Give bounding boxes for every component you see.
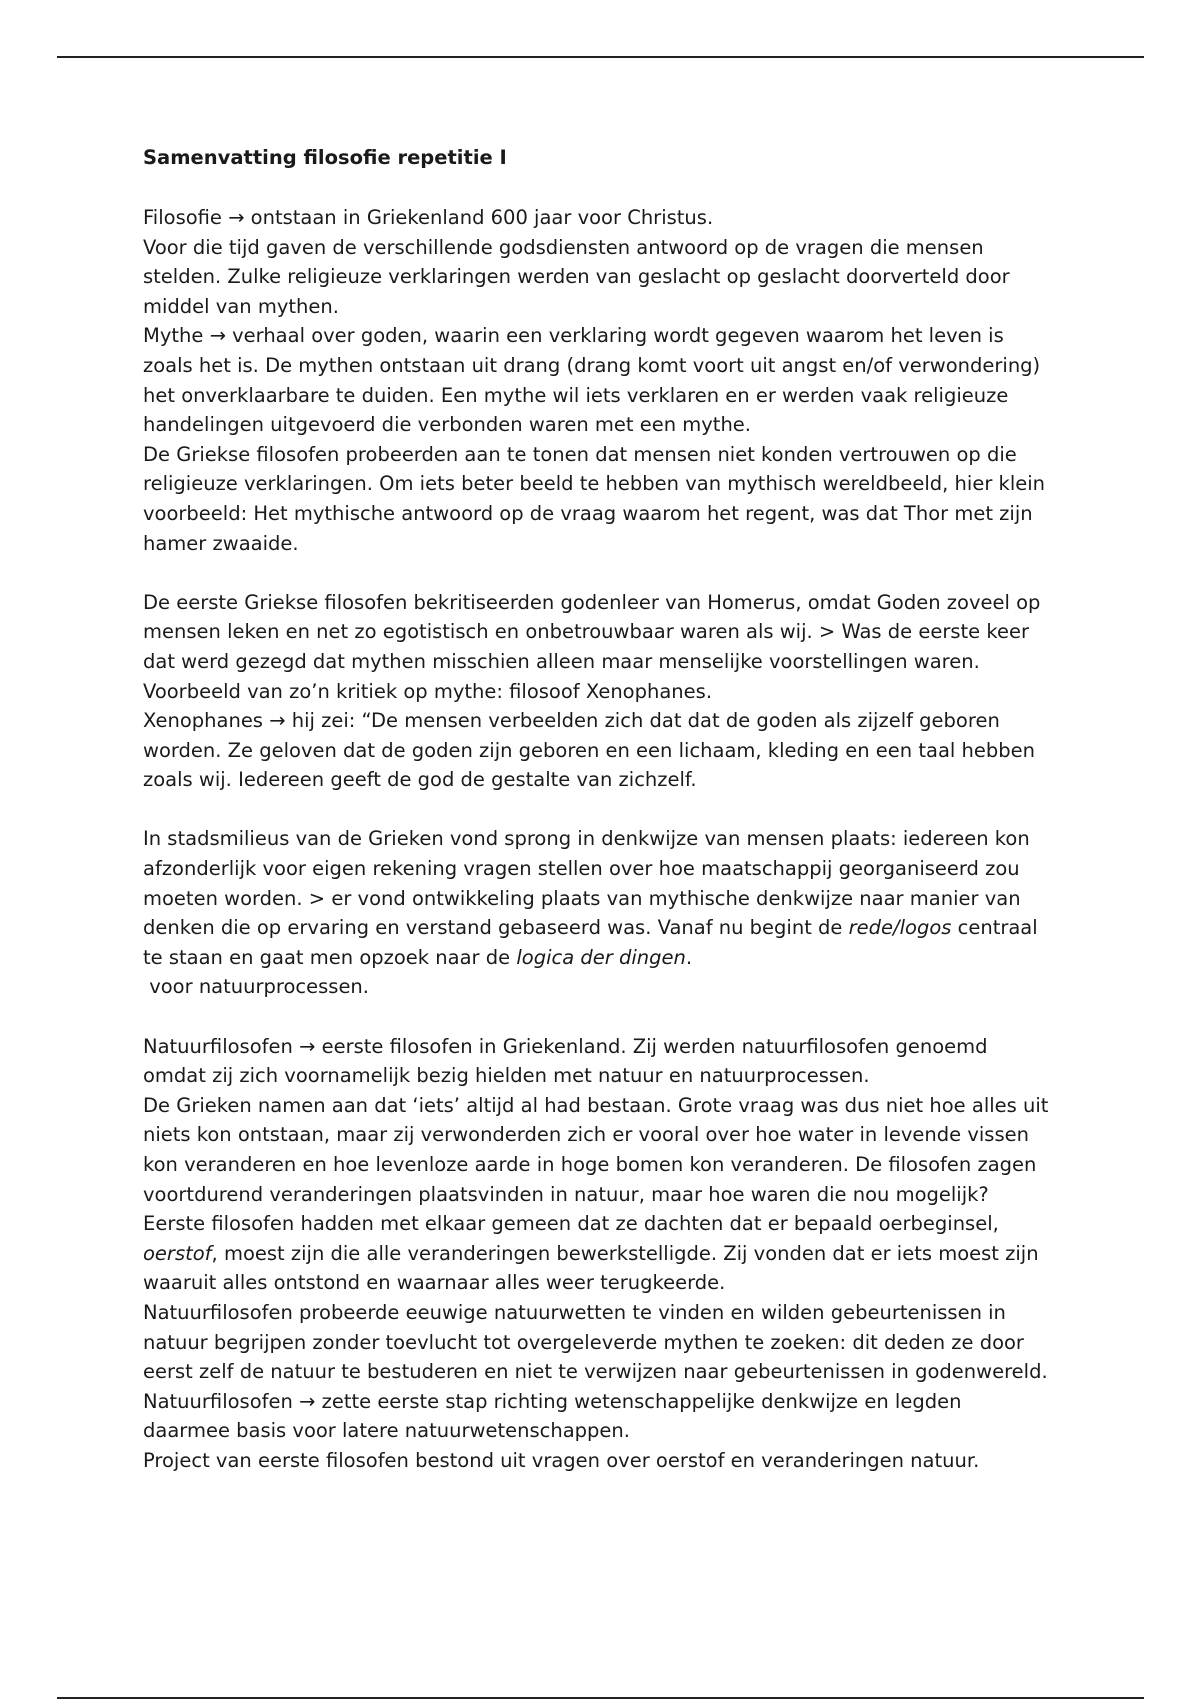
text-line: dat werd gezegd dat mythen misschien alleen maar menselijke voorstellingen waren. [143,649,980,673]
text-line: In stadsmilieus van de Grieken vond sprong in denkwijze van mensen plaats: iedereen kon [143,827,1030,851]
paragraph-xenophanes [143,588,1083,795]
text-line: Natuurfilosofen → eerste filosofen in Griekenland. Zij werden natuurfilosofen genoemd [143,1034,988,1058]
text-line: Project van eerste filosofen bestond uit vragen over oerstof en veranderingen natuur. [143,1448,980,1472]
text-line: worden. Ze geloven dat de goden zijn geboren en een lichaam, kleding en een taal hebben [143,738,1035,762]
text-run: centraal [951,916,1038,940]
top-rule [57,56,1144,58]
text-line: zoals wij. Iedereen geeft de god de gestalte van zichzelf. [143,768,697,792]
text-line: Filosofie → ontstaan in Griekenland 600 jaar voor Christus. [143,206,714,229]
emphasis-rede-logos: rede/logos [848,916,952,940]
text-line: waaruit alles ontstond en waarnaar alles weer terugkeerde. [143,1271,726,1295]
text-line [143,943,1083,973]
paragraph-spacer [143,558,1083,588]
text-line: natuur begrijpen zonder toevlucht tot overgeleverde mythen te zoeken: dit deden ze door [143,1330,1024,1354]
document-page [143,143,1083,1476]
text-line: voorbeeld: Het mythische antwoord op de vraag waarom het regent, was dat Thor met zijn [143,501,1033,525]
text-run: , moest zijn die alle veranderingen bewerkstelligde. Zij vonden dat er iets moest zijn [211,1241,1039,1265]
text-line: zoals het is. De mythen ontstaan uit drang (drang komt voort uit angst en/of verwondering) [143,353,1041,377]
text-line: hamer zwaaide. [143,531,299,555]
text-line: stelden. Zulke religieuze verklaringen werden van geslacht op geslacht doorverteld door [143,265,1010,289]
text-line [143,913,1083,943]
text-run: te staan en gaat men opzoek naar de [143,945,517,969]
text-line: niets kon ontstaan, maar zij verwonderden zich er vooral over hoe water in levende vissen [143,1123,1029,1147]
bottom-rule [57,1697,1144,1699]
paragraph-spacer [143,795,1083,825]
text-line: kon veranderen en hoe levenloze aarde in hoge bomen kon veranderen. De filosofen zagen [143,1153,1037,1176]
text-line: omdat zij zich voornamelijk bezig hielden met natuur en natuurprocessen. [143,1064,870,1088]
emphasis-logica-der-dingen: logica der dingen [516,945,686,969]
text-line: mensen leken en net zo egotistisch en onbetrouwbaar waren als wij. > Was de eerste keer [143,620,1029,644]
paragraph-spacer [143,1002,1083,1032]
paragraph-mythen [143,203,1083,558]
text-line [143,1239,1083,1269]
text-line: De Grieken namen aan dat ‘iets’ altijd al had bestaan. Grote vraag was dus niet hoe alles uit [143,1093,1049,1117]
text-line: religieuze verklaringen. Om iets beter beeld te hebben van mythisch wereldbeeld, hier klein [143,472,1046,496]
text-line: daarmee basis voor latere natuurwetenschappen. [143,1419,630,1443]
text-line: Eerste filosofen hadden met elkaar gemeen dat ze dachten dat er bepaald oerbeginsel, [143,1212,999,1236]
text-line: eerst zelf de natuur te bestuderen en niet te verwijzen naar gebeurtenissen in godenwereld. [143,1360,1048,1384]
text-line: voor natuurprocessen. [143,975,369,999]
text-line: De Griekse filosofen probeerden aan te tonen dat mensen niet konden vertrouwen op die [143,442,1017,466]
text-line: middel van mythen. [143,294,339,318]
text-line: Mythe → verhaal over goden, waarin een verklaring wordt gegeven waarom het leven is [143,324,1004,348]
text-line: Voor die tijd gaven de verschillende godsdiensten antwoord op de vragen die mensen [143,235,984,259]
text-line: Natuurfilosofen probeerde eeuwige natuurwetten te vinden en wilden gebeurtenissen in [143,1300,1006,1324]
text-line: handelingen uitgevoerd die verbonden waren met een mythe. [143,413,751,437]
text-line: afzonderlijk voor eigen rekening vragen stellen over hoe maatschappij georganiseerd zou [143,857,1020,881]
paragraph-stadsmilieus [143,824,1083,1002]
text-line: Voorbeeld van zo’n kritiek op mythe: filosoof Xenophanes. [143,679,713,703]
text-run: . [685,945,693,969]
text-line: Natuurfilosofen → zette eerste stap richting wetenschappelijke denkwijze en legden [143,1389,962,1413]
text-line: moeten worden. > er vond ontwikkeling plaats van mythische denkwijze naar manier van [143,886,1021,910]
paragraph-natuurfilosofen [143,1032,1083,1476]
text-line: Xenophanes → hij zei: “De mensen verbeelden zich dat dat de goden als zijzelf geboren [143,709,1000,733]
text-line: De eerste Griekse filosofen bekritiseerden godenleer van Homerus, omdat Goden zoveel op [143,590,1041,614]
emphasis-oerstof: oerstof [143,1241,212,1265]
text-line: voortdurend veranderingen plaatsvinden in natuur, maar hoe waren die nou mogelijk? [143,1182,989,1206]
document-title: Samenvatting filosofie repetitie I [143,146,507,169]
text-run: denken die op ervaring en verstand gebaseerd was. Vanaf nu begint de [143,916,849,940]
text-line: het onverklaarbare te duiden. Een mythe wil iets verklaren en er werden vaak religieuze [143,383,1009,407]
